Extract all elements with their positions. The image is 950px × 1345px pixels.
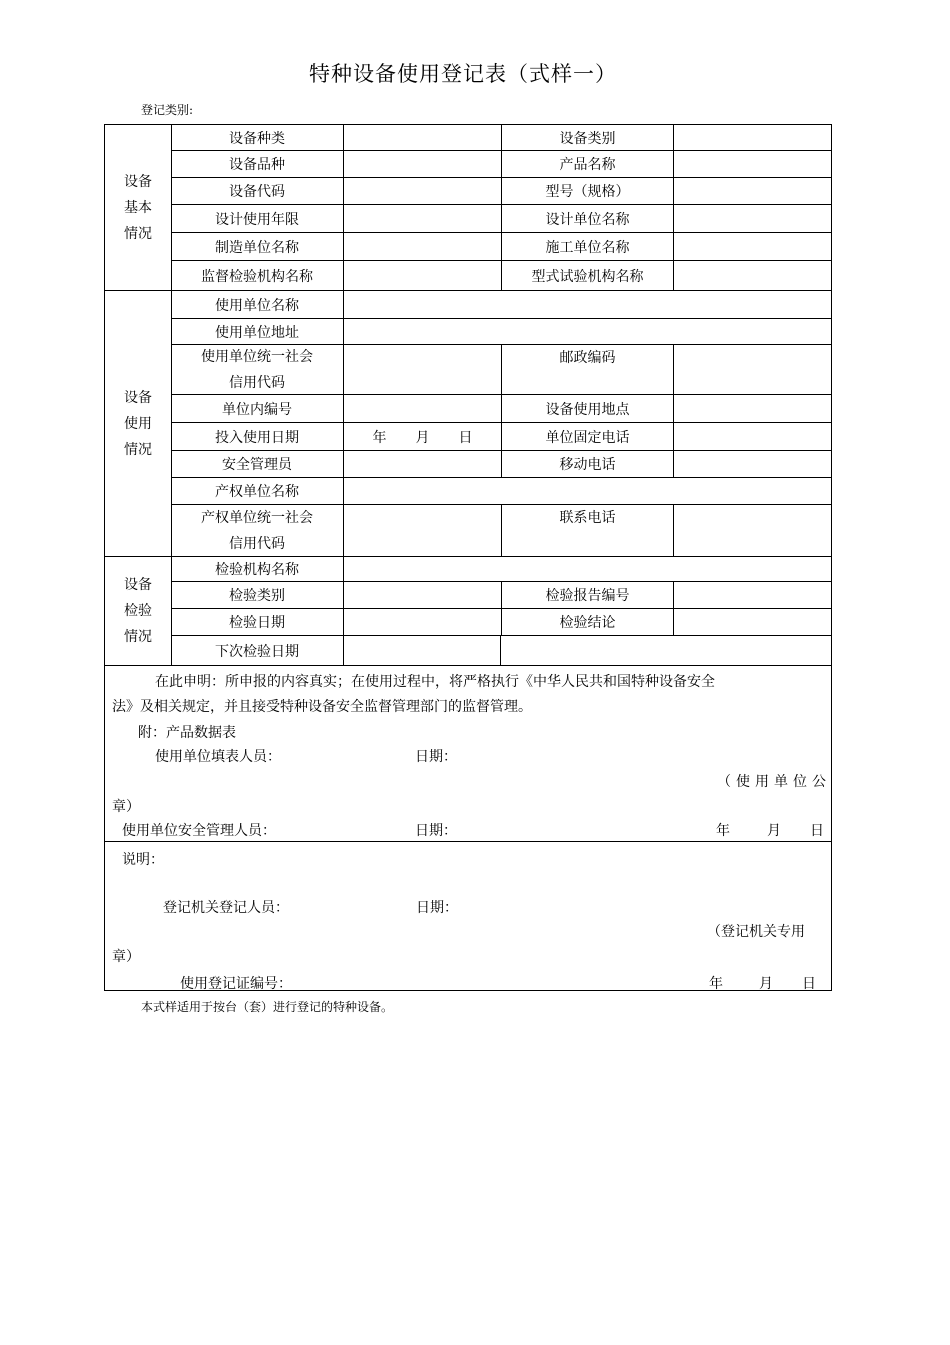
section-usage	[105, 291, 831, 557]
table-row	[171, 609, 831, 636]
month-label: 月	[759, 976, 773, 992]
section-basic	[105, 125, 831, 291]
field-label: 制造单位名称	[215, 239, 299, 256]
section-authority	[105, 842, 831, 992]
field-label: 移动电话	[501, 451, 673, 477]
field-value[interactable]	[343, 582, 501, 608]
seal-label-end: 章）	[112, 949, 140, 965]
field-value[interactable]	[673, 205, 831, 232]
field-label: 投入使用日期	[215, 429, 299, 446]
field-value[interactable]	[673, 178, 831, 204]
field-value[interactable]	[673, 423, 831, 450]
field-value[interactable]	[673, 345, 831, 394]
year-label: 年	[372, 429, 387, 446]
field-label: 单位内编号	[222, 401, 292, 418]
day-label: 日	[810, 823, 824, 839]
year-label: 年	[716, 823, 730, 839]
field-value[interactable]	[343, 557, 831, 581]
field-value[interactable]	[343, 261, 501, 290]
section-label-line: 情况	[124, 441, 152, 458]
field-label: 检验机构名称	[215, 562, 299, 578]
field-label: 设计单位名称	[501, 205, 673, 232]
cert-no-label: 使用登记证编号：	[180, 976, 292, 992]
field-label: 联系电话	[501, 505, 673, 556]
table-row	[171, 423, 831, 451]
declaration-line: 在此申明：所申报的内容真实；在使用过程中，将严格执行《中华人民共和国特种设备安全	[155, 674, 715, 690]
field-label: 设备品种	[229, 157, 285, 173]
field-label: 单位固定电话	[501, 423, 673, 450]
table-row	[171, 557, 831, 582]
field-label: 设备种类	[229, 130, 285, 147]
registration-form	[104, 124, 832, 991]
field-value[interactable]	[343, 395, 501, 422]
field-label: 施工单位名称	[501, 233, 673, 260]
table-row	[171, 125, 831, 151]
field-value[interactable]	[673, 609, 831, 635]
table-row	[171, 261, 831, 290]
field-value[interactable]	[673, 451, 831, 477]
registration-category-label: 登记类别:	[141, 103, 194, 117]
date-field[interactable]	[343, 423, 501, 450]
month-label: 月	[415, 429, 430, 446]
section-basic-label	[105, 125, 172, 290]
seal-label: （登记机关专用	[707, 924, 805, 940]
day-label: 日	[802, 976, 816, 992]
field-label: 安全管理员	[222, 457, 292, 473]
section-usage-label	[105, 291, 172, 556]
section-label-line: 检验	[124, 603, 152, 619]
field-value[interactable]	[343, 233, 501, 260]
table-row	[171, 178, 831, 205]
field-value[interactable]	[673, 505, 831, 556]
declaration-line: 法》及相关规定，并且接受特种设备安全监督管理部门的监督管理。	[112, 699, 532, 715]
field-value[interactable]	[343, 151, 501, 177]
field-value[interactable]	[673, 233, 831, 260]
field-label: 使用单位地址	[215, 324, 299, 341]
page-title: 特种设备使用登记表（式样一）	[309, 62, 617, 86]
label-line: 信用代码	[229, 374, 285, 391]
label-line: 使用单位统一社会	[201, 348, 313, 365]
field-label: 产权单位名称	[215, 484, 299, 500]
date-label: 日期：	[416, 900, 458, 916]
field-label: 设备类别	[501, 125, 673, 150]
field-value[interactable]	[343, 205, 501, 232]
field-label: 设计使用年限	[215, 211, 299, 228]
field-value[interactable]	[673, 125, 831, 150]
registrar-label: 登记机关登记人员：	[163, 900, 289, 916]
field-value[interactable]	[343, 125, 501, 150]
table-row	[171, 451, 831, 478]
seal-label-end: 章）	[112, 799, 140, 815]
date-label: 日期：	[415, 749, 457, 765]
field-value[interactable]	[343, 636, 501, 665]
field-label: 邮政编码	[501, 345, 673, 394]
field-label: 型号（规格）	[501, 178, 673, 204]
field-label: 监督检验机构名称	[201, 268, 313, 285]
table-row	[171, 582, 831, 609]
field-label: 设备代码	[229, 184, 285, 200]
attachment-note: 附：产品数据表	[138, 725, 236, 741]
filler-label: 使用单位填表人员：	[155, 749, 281, 765]
section-label-line: 基本	[124, 199, 152, 216]
field-label: 检验类别	[229, 588, 285, 604]
month-label: 月	[767, 823, 781, 839]
note-label: 说明：	[122, 852, 164, 868]
field-value[interactable]	[673, 261, 831, 290]
safety-manager-label: 使用单位安全管理人员：	[122, 823, 276, 839]
footnote: 本式样适用于按台（套）进行登记的特种设备。	[141, 1000, 394, 1014]
table-row	[171, 291, 831, 319]
field-value[interactable]	[343, 291, 831, 318]
label-line: 信用代码	[229, 535, 285, 552]
table-row	[171, 205, 831, 233]
table-row	[171, 395, 831, 423]
field-label	[171, 505, 343, 556]
field-label: 下次检验日期	[215, 643, 299, 660]
table-row	[171, 636, 831, 665]
section-label-line: 使用	[124, 415, 152, 432]
section-label-line: 设备	[124, 389, 152, 406]
field-value[interactable]	[343, 505, 501, 556]
table-row	[171, 505, 831, 556]
field-label: 型式试验机构名称	[501, 261, 673, 290]
field-value[interactable]	[673, 151, 831, 177]
field-value[interactable]	[343, 345, 501, 394]
seal-label: （使用单位公	[717, 774, 831, 790]
section-label-line: 设备	[124, 577, 152, 593]
date-label: 日期：	[415, 823, 457, 839]
section-label-line: 情况	[124, 629, 152, 645]
section-declaration	[105, 666, 831, 842]
field-label: 检验结论	[501, 609, 673, 635]
day-label: 日	[458, 429, 473, 446]
field-value[interactable]	[673, 395, 831, 422]
table-row	[171, 233, 831, 261]
section-label-line: 情况	[124, 225, 152, 242]
field-label: 产品名称	[501, 151, 673, 177]
field-value[interactable]	[343, 478, 831, 504]
table-row	[171, 319, 831, 345]
field-value[interactable]	[343, 178, 501, 204]
field-label: 检验报告编号	[501, 582, 673, 608]
table-row	[171, 345, 831, 395]
table-row	[171, 478, 831, 505]
field-label: 设备使用地点	[501, 395, 673, 422]
year-label: 年	[709, 976, 723, 992]
table-row	[171, 151, 831, 178]
field-value[interactable]	[343, 609, 501, 635]
field-value[interactable]	[343, 319, 831, 344]
field-label	[171, 345, 343, 394]
field-value[interactable]	[343, 451, 501, 477]
section-label-line: 设备	[124, 173, 152, 190]
field-label: 检验日期	[229, 615, 285, 631]
section-inspection-label	[105, 557, 172, 665]
label-line: 产权单位统一社会	[201, 509, 313, 526]
field-label: 使用单位名称	[215, 297, 299, 314]
section-inspection	[105, 557, 831, 666]
field-value[interactable]	[673, 582, 831, 608]
